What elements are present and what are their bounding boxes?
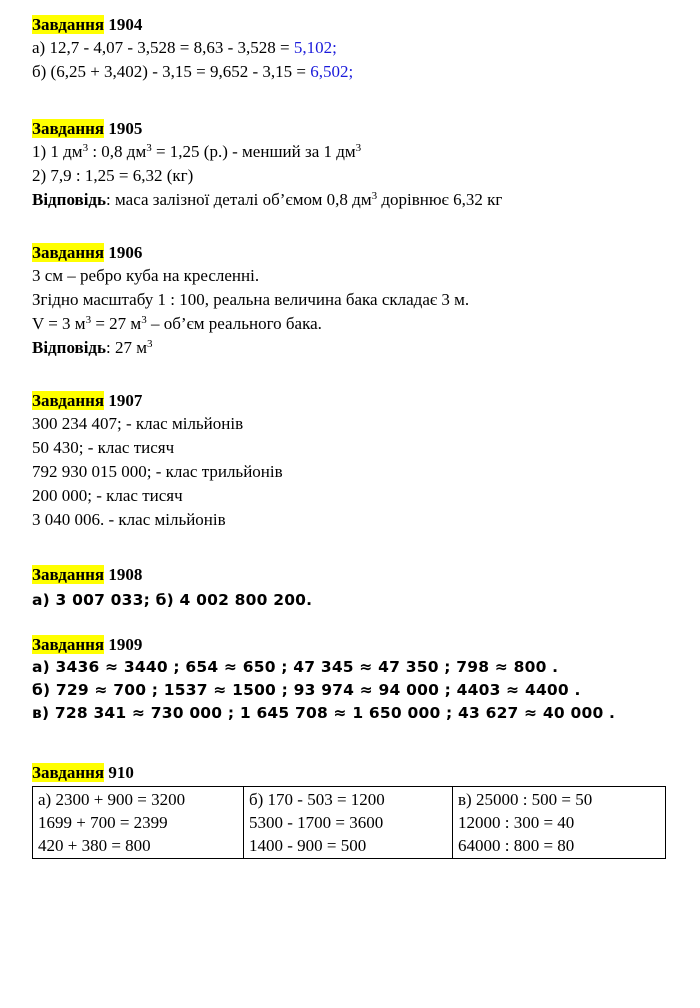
task-label: Завдання: [32, 565, 105, 584]
cell-line: 64000 : 800 = 80: [458, 836, 575, 855]
task-label: Завдання: [32, 391, 105, 410]
task-label: Завдання: [32, 15, 105, 34]
table-cell-c: [453, 787, 666, 859]
superscript: 3: [355, 142, 362, 154]
text: = 27 м: [91, 314, 142, 333]
task-1909: [32, 634, 615, 725]
table-row: [33, 787, 666, 859]
cell-line: 1699 + 700 = 2399: [38, 813, 168, 832]
task-1905-line-2: 2) 7,9 : 1,25 = 6,32 (кг): [32, 166, 194, 185]
superscript: 3: [141, 314, 147, 326]
text: : 27 м: [106, 338, 148, 357]
task-1906-line-1: 3 см – ребро куба на кресленні.: [32, 266, 260, 285]
task-number: 910: [108, 763, 134, 782]
list-item: 3 040 006. - клас мільйонів: [32, 510, 226, 529]
answer-label: Відповідь: [32, 338, 107, 357]
task-number: 1906: [108, 243, 143, 262]
cell-line: 1400 - 900 = 500: [249, 836, 367, 855]
result: 5,102;: [293, 38, 337, 57]
text: = 1,25 (р.) - менший за 1 дм: [151, 142, 356, 161]
text: дорівнює 6,32 кг: [377, 190, 503, 209]
task-1904: [32, 14, 353, 84]
task-1908-title: [32, 564, 312, 586]
task-910-title: [32, 762, 134, 784]
text: – об’єм реального бака.: [146, 314, 322, 333]
task-1906-line-3: [32, 312, 469, 336]
task-number: 1909: [108, 635, 143, 654]
cell-line: 5300 - 1700 = 3600: [249, 813, 384, 832]
superscript: 3: [371, 190, 378, 202]
cell-line: б) 170 - 503 = 1200: [249, 790, 385, 809]
task-number: 1905: [108, 119, 143, 138]
cell-line: 12000 : 300 = 40: [458, 813, 575, 832]
answer-label: Відповідь: [32, 190, 107, 209]
task-1906: [32, 242, 469, 360]
task-1909-line-b: б) 729 ≈ 700 ; 1537 ≈ 1500 ; 93 974 ≈ 94 000 ; 4403 ≈ 4400 .: [32, 681, 581, 699]
task-label: Завдання: [32, 763, 105, 782]
text: : 0,8 дм: [88, 142, 147, 161]
list-item: 792 930 015 000; - клас трильйонів: [32, 462, 283, 481]
cell-line: в) 25000 : 500 = 50: [458, 790, 593, 809]
task-1909-title: [32, 634, 615, 656]
task-1904-title: [32, 14, 353, 36]
list-item: 300 234 407; - клас мільйонів: [32, 414, 244, 433]
superscript: 3: [146, 142, 152, 154]
text: : маса залізної деталі об’ємом 0,8 дм: [106, 190, 372, 209]
task-910: [32, 762, 134, 784]
task-1904-line-b: [32, 60, 353, 84]
cell-line: 420 + 380 = 800: [38, 836, 151, 855]
task-1905: [32, 118, 502, 212]
text: 1) 1 дм: [32, 142, 83, 161]
expression: б) (6,25 + 3,402) - 3,15 = 9,652 - 3,15 =: [32, 62, 311, 81]
result: 6,502;: [310, 62, 354, 81]
task-1907-title: [32, 390, 283, 412]
task-1909-line-c: в) 728 341 ≈ 730 000 ; 1 645 708 ≈ 1 650 000 ; 43 627 ≈ 40 000 .: [32, 704, 616, 722]
task-1905-title: [32, 118, 502, 140]
list-item: 50 430; - клас тисяч: [32, 438, 175, 457]
superscript: 3: [85, 314, 92, 326]
task-1905-line-1: [32, 140, 502, 164]
task-1907: [32, 390, 283, 532]
task-number: 1908: [108, 565, 143, 584]
cell-line: а) 2300 + 900 = 3200: [38, 790, 186, 809]
superscript: 3: [147, 338, 153, 350]
task-910-table: [32, 786, 666, 859]
task-1906-title: [32, 242, 469, 264]
superscript: 3: [82, 142, 89, 154]
text: V = 3 м: [32, 314, 86, 333]
task-1909-line-a: а) 3436 ≈ 3440 ; 654 ≈ 650 ; 47 345 ≈ 47 350 ; 798 ≈ 800 .: [32, 658, 559, 676]
task-number: 1904: [108, 15, 143, 34]
task-label: Завдання: [32, 119, 105, 138]
task-label: Завдання: [32, 243, 105, 262]
task-number: 1907: [108, 391, 143, 410]
task-1904-line-a: [32, 36, 353, 60]
list-item: 200 000; - клас тисяч: [32, 486, 183, 505]
expression: а) 12,7 - 4,07 - 3,528 = 8,63 - 3,528 =: [32, 38, 294, 57]
table-cell-a: [33, 787, 244, 859]
task-1905-answer: [32, 188, 502, 212]
task-1908: [32, 564, 312, 612]
task-1906-answer: [32, 336, 469, 360]
task-1908-answer: а) 3 007 033; б) 4 002 800 200.: [32, 591, 313, 609]
task-1906-line-2: Згідно масштабу 1 : 100, реальна величина бака складає 3 м.: [32, 290, 470, 309]
task-label: Завдання: [32, 635, 105, 654]
table-cell-b: [244, 787, 453, 859]
